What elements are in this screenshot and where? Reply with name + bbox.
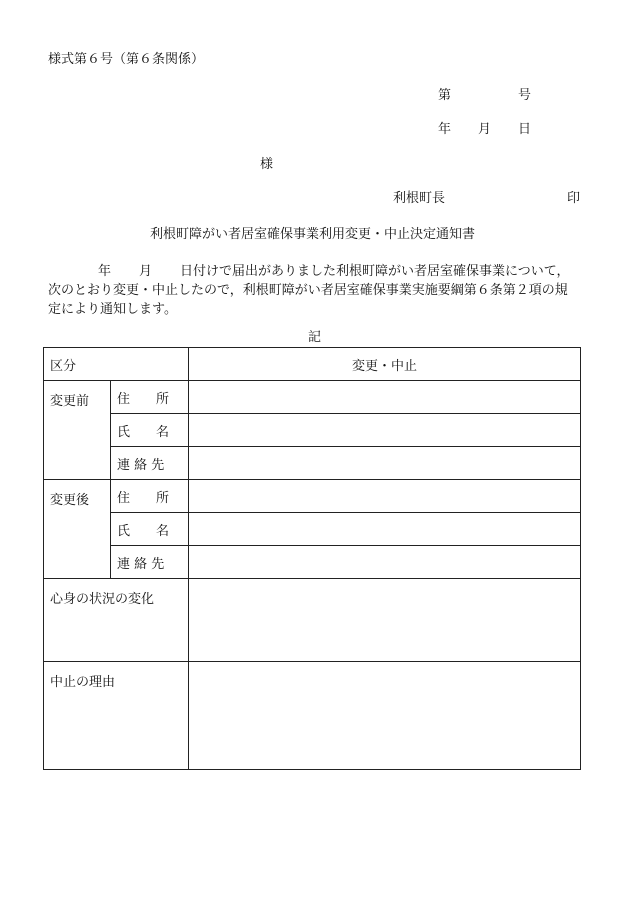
after-contact-row — [44, 546, 581, 579]
before-contact-field[interactable] — [189, 447, 581, 480]
issuer-name: 利根町長 — [393, 191, 446, 206]
date-year: 年 — [438, 122, 452, 137]
header-change-cell: 変更・中止 — [189, 348, 581, 381]
document-title: 利根町障がい者居室確保事業利用変更・中止決定通知書 — [150, 227, 476, 242]
before-address-row — [44, 381, 581, 414]
header-category-cell: 区分 — [44, 348, 189, 381]
before-contact-label: 連 絡 先 — [111, 447, 189, 480]
body-line-1 — [48, 262, 583, 281]
before-name-row — [44, 414, 581, 447]
after-name-row — [44, 513, 581, 546]
form-number: 様式第６号（第６条関係） — [48, 52, 205, 67]
after-name-label: 氏 名 — [111, 513, 189, 546]
body-line-2: 次のとおり変更・中止したので，利根町障がい者居室確保事業実施要綱第６条第２項の規 — [48, 283, 568, 298]
change-form-table — [43, 347, 581, 770]
doc-no-label: 第 — [438, 88, 452, 103]
before-address-label: 住 所 — [111, 381, 189, 414]
addressee-suffix: 様 — [260, 157, 274, 172]
before-name-field[interactable] — [189, 414, 581, 447]
date-day: 日 — [518, 122, 532, 137]
seal-mark: 印 — [567, 191, 581, 206]
after-contact-label: 連 絡 先 — [111, 546, 189, 579]
before-address-field[interactable] — [189, 381, 581, 414]
before-name-label: 氏 名 — [111, 414, 189, 447]
body-line-3: 定により通知します。 — [48, 302, 177, 317]
table-header-row — [44, 348, 581, 381]
after-address-label: 住 所 — [111, 480, 189, 513]
doc-no-suffix: 号 — [518, 88, 532, 103]
date-month: 月 — [478, 122, 492, 137]
mental-change-label: 心身の状況の変化 — [44, 579, 189, 662]
after-label-cell: 変更後 — [44, 480, 111, 579]
body-month: 月 — [139, 264, 153, 279]
body-line1-rest: 日付けで届出がありました利根町障がい者居室確保事業について， — [180, 264, 570, 279]
before-label-cell: 変更前 — [44, 381, 111, 480]
after-name-field[interactable] — [189, 513, 581, 546]
body-text — [48, 262, 583, 319]
before-contact-row — [44, 447, 581, 480]
mental-change-field[interactable] — [189, 579, 581, 662]
mental-change-row — [44, 579, 581, 662]
body-year: 年 — [98, 264, 112, 279]
reason-field[interactable] — [189, 662, 581, 770]
after-address-field[interactable] — [189, 480, 581, 513]
after-contact-field[interactable] — [189, 546, 581, 579]
ki-heading: 記 — [308, 330, 322, 345]
reason-row — [44, 662, 581, 770]
reason-label: 中止の理由 — [44, 662, 189, 770]
after-address-row — [44, 480, 581, 513]
